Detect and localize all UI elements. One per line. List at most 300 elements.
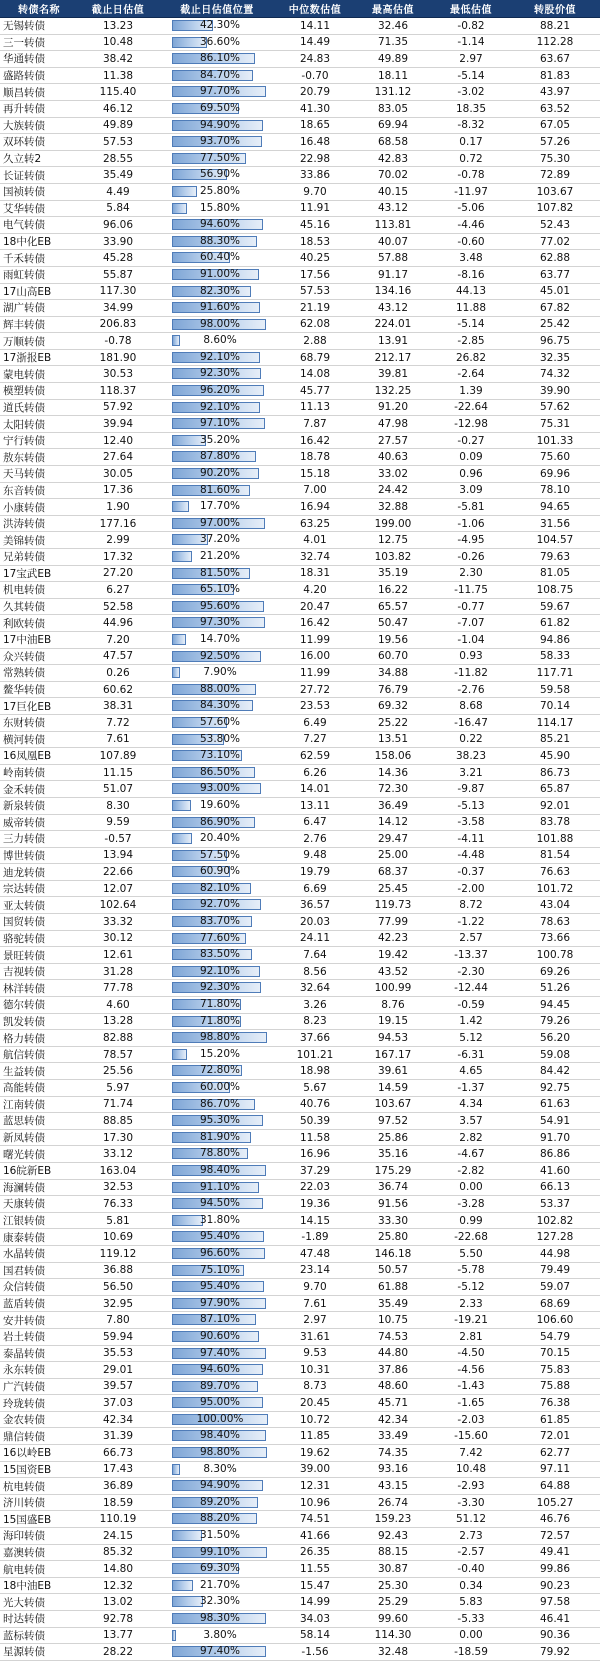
valuation-position-cell [158,848,276,864]
table-row [0,798,600,815]
valuation-position-label: 98.40% [199,1429,241,1442]
valuation-position-cell [158,1379,276,1395]
min-valuation-cell: -5.81 [457,501,485,514]
conversion-value-cell: 79.63 [539,550,571,563]
bond-name-cell: 康泰转债 [3,1231,45,1244]
min-valuation-cell: -1.04 [457,633,485,646]
median-valuation-cell: 14.11 [299,19,331,32]
max-valuation-cell: 45.71 [377,1397,409,1410]
max-valuation-cell: 167.17 [374,1048,412,1061]
min-valuation-cell: -2.93 [457,1480,485,1493]
min-valuation-cell: -3.30 [457,1496,485,1509]
max-valuation-cell: 68.58 [377,135,409,148]
valuation-position-label: 91.00% [199,267,241,280]
table-row [0,582,600,599]
median-valuation-cell: 21.19 [299,301,331,314]
current-valuation-cell: 38.31 [102,700,134,713]
valuation-position-label: 75.10% [199,1263,241,1276]
min-valuation-cell: 51.12 [455,1513,487,1526]
valuation-position-cell [158,1412,276,1428]
table-row [0,250,600,267]
max-valuation-cell: 35.16 [377,1148,409,1161]
bond-name-cell: 国贸转债 [3,916,45,929]
valuation-position-cell [158,1113,276,1129]
bond-name-cell: 三力转债 [3,833,45,846]
min-valuation-cell: -0.82 [457,19,485,32]
min-valuation-cell: -3.28 [457,1197,485,1210]
min-valuation-cell: 4.65 [459,1065,483,1078]
max-valuation-cell: 34.88 [377,666,409,679]
median-valuation-cell: -1.56 [301,1645,329,1658]
bond-name-cell: 宁行转债 [3,435,45,448]
bond-name-cell: 模塑转债 [3,385,45,398]
bond-name-cell: 泰晶转债 [3,1347,45,1360]
current-valuation-cell: 33.90 [102,235,134,248]
current-valuation-cell: 22.66 [102,866,134,879]
median-valuation-cell: 41.66 [299,1529,331,1542]
median-valuation-cell: 34.03 [299,1612,331,1625]
conversion-value-cell: 91.70 [539,1131,571,1144]
table-row [0,1047,600,1064]
bond-name-cell: 15国资EB [3,1463,52,1476]
valuation-position-cell [158,516,276,532]
min-valuation-cell: 2.33 [459,1297,483,1310]
valuation-position-label: 89.70% [199,1379,241,1392]
header-median-valuation: 中位数估值 [288,5,342,16]
median-valuation-cell: 14.15 [299,1214,331,1227]
valuation-position-label: 57.50% [199,848,241,861]
current-valuation-cell: 13.77 [102,1629,134,1642]
valuation-position-label: 35.20% [199,433,241,446]
current-valuation-cell: 17.32 [102,550,134,563]
max-valuation-cell: 47.98 [377,418,409,431]
min-valuation-cell: -2.82 [457,1164,485,1177]
current-valuation-cell: 27.64 [102,451,134,464]
valuation-position-cell [158,68,276,84]
valuation-position-cell [158,980,276,996]
median-valuation-cell: 63.25 [299,517,331,530]
median-valuation-cell: 32.64 [299,982,331,995]
conversion-value-cell: 78.63 [539,915,571,928]
valuation-position-cell [158,134,276,150]
valuation-position-label: 32.30% [199,1595,241,1608]
table-row [0,947,600,964]
current-valuation-cell: 118.37 [99,384,137,397]
median-valuation-cell: 20.45 [299,1397,331,1410]
table-header [0,0,600,18]
max-valuation-cell: 25.22 [377,716,409,729]
header-max-valuation: 最高估值 [372,5,414,16]
min-valuation-cell: 7.42 [459,1446,483,1459]
valuation-position-label: 92.10% [199,400,241,413]
bond-name-cell: 景旺转债 [3,949,45,962]
max-valuation-cell: 37.86 [377,1363,409,1376]
bond-name-cell: 金禾转债 [3,783,45,796]
current-valuation-cell: 181.90 [99,351,137,364]
bond-name-cell: 吉视转债 [3,966,45,979]
conversion-value-cell: 64.88 [539,1480,571,1493]
table-row [0,1130,600,1147]
bond-name-cell: 航信转债 [3,1049,45,1062]
valuation-position-cell [158,284,276,300]
max-valuation-cell: 13.51 [377,733,409,746]
valuation-position-cell [158,1611,276,1627]
current-valuation-cell: 37.03 [102,1397,134,1410]
min-valuation-cell: -4.95 [457,534,485,547]
bond-name-cell: 艾华转债 [3,202,45,215]
conversion-value-cell: 79.92 [539,1645,571,1658]
min-valuation-cell: -4.46 [457,218,485,231]
max-valuation-cell: 212.17 [374,351,412,364]
median-valuation-cell: 2.88 [303,335,327,348]
valuation-position-label: 19.60% [199,798,241,811]
median-valuation-cell: 20.03 [299,915,331,928]
valuation-position-cell [158,1063,276,1079]
valuation-position-label: 95.40% [199,1230,241,1243]
valuation-position-label: 31.80% [199,1213,241,1226]
median-valuation-cell: 24.11 [299,932,331,945]
bond-name-cell: 海印转债 [3,1530,45,1543]
min-valuation-cell: -15.60 [454,1430,488,1443]
max-valuation-cell: 14.12 [377,816,409,829]
median-valuation-cell: 62.59 [299,749,331,762]
conversion-value-cell: 63.77 [539,268,571,281]
min-valuation-cell: 0.96 [459,467,483,480]
current-valuation-cell: 28.22 [102,1645,134,1658]
conversion-value-cell: 100.78 [536,949,574,962]
median-valuation-cell: 11.55 [299,1563,331,1576]
table-row [0,1263,600,1280]
valuation-position-label: 84.70% [199,68,241,81]
current-valuation-cell: 119.12 [99,1247,137,1260]
bond-name-cell: 新泉转债 [3,800,45,813]
min-valuation-cell: 0.09 [459,451,483,464]
current-valuation-cell: 51.07 [102,783,134,796]
median-valuation-cell: 9.70 [303,185,327,198]
bond-name-cell: 宗达转债 [3,883,45,896]
valuation-position-cell [158,1014,276,1030]
valuation-position-cell [158,1528,276,1544]
valuation-position-cell [158,1229,276,1245]
min-valuation-cell: -2.76 [457,683,485,696]
median-valuation-cell: 12.31 [299,1480,331,1493]
current-valuation-cell: 14.80 [102,1563,134,1576]
median-valuation-cell: 11.91 [299,202,331,215]
min-valuation-cell: -8.16 [457,268,485,281]
max-valuation-cell: 42.83 [377,152,409,165]
current-valuation-cell: 7.72 [106,716,130,729]
min-valuation-cell: -11.97 [454,185,488,198]
max-valuation-cell: 48.60 [377,1380,409,1393]
bond-name-cell: 17山高EB [3,285,52,298]
min-valuation-cell: 5.50 [459,1247,483,1260]
min-valuation-cell: -1.65 [457,1397,485,1410]
median-valuation-cell: 6.26 [303,766,327,779]
valuation-position-cell [158,748,276,764]
table-row [0,848,600,865]
valuation-position-cell [158,1163,276,1179]
min-valuation-cell: -4.56 [457,1363,485,1376]
valuation-position-label: 97.00% [199,516,241,529]
min-valuation-cell: 0.72 [459,152,483,165]
current-valuation-cell: 25.56 [102,1065,134,1078]
conversion-value-cell: 96.75 [539,335,571,348]
min-valuation-cell: 0.34 [459,1579,483,1592]
valuation-position-cell [158,1628,276,1644]
table-row [0,1478,600,1495]
max-valuation-cell: 24.42 [377,484,409,497]
table-row [0,864,600,881]
valuation-position-label: 97.40% [199,1346,241,1359]
bond-name-cell: 利欧转债 [3,617,45,630]
valuation-position-label: 90.20% [199,467,241,480]
max-valuation-cell: 61.88 [377,1280,409,1293]
max-valuation-cell: 42.23 [377,932,409,945]
current-valuation-cell: 45.28 [102,252,134,265]
valuation-position-cell [158,1312,276,1328]
current-valuation-cell: 12.40 [102,434,134,447]
min-valuation-cell: -12.44 [454,982,488,995]
valuation-position-label: 60.40% [199,251,241,264]
conversion-value-cell: 43.97 [539,86,571,99]
valuation-position-cell [158,715,276,731]
table-row [0,997,600,1014]
max-valuation-cell: 103.82 [374,550,412,563]
valuation-position-cell [158,698,276,714]
current-valuation-cell: 5.81 [106,1214,130,1227]
conversion-value-cell: 108.75 [536,583,574,596]
conversion-value-cell: 57.62 [539,401,571,414]
valuation-position-cell [158,400,276,416]
valuation-position-cell [158,1030,276,1046]
median-valuation-cell: 18.65 [299,119,331,132]
max-valuation-cell: 25.80 [377,1231,409,1244]
median-valuation-cell: 7.64 [303,949,327,962]
bond-name-cell: 众兴转债 [3,650,45,663]
bond-name-cell: 太阳转债 [3,418,45,431]
max-valuation-cell: 113.81 [374,218,412,231]
valuation-position-label: 73.10% [199,749,241,762]
max-valuation-cell: 35.19 [377,567,409,580]
max-valuation-cell: 19.56 [377,633,409,646]
median-valuation-cell: 18.78 [299,451,331,464]
valuation-position-cell [158,649,276,665]
current-valuation-cell: 57.53 [102,135,134,148]
current-valuation-cell: 85.32 [102,1546,134,1559]
median-valuation-cell: 2.76 [303,832,327,845]
min-valuation-cell: -3.02 [457,86,485,99]
median-valuation-cell: 19.36 [299,1197,331,1210]
max-valuation-cell: 40.15 [377,185,409,198]
valuation-position-label: 88.20% [199,1512,241,1525]
valuation-position-label: 97.70% [199,85,241,98]
valuation-position-cell [158,732,276,748]
min-valuation-cell: -0.59 [457,998,485,1011]
current-valuation-cell: 49.89 [102,119,134,132]
min-valuation-cell: 1.42 [459,1015,483,1028]
bond-name-cell: 众信转债 [3,1281,45,1294]
bond-name-cell: 双环转债 [3,136,45,149]
table-row [0,1163,600,1180]
min-valuation-cell: 44.13 [455,285,487,298]
table-row [0,1594,600,1611]
valuation-position-cell [158,897,276,913]
table-row [0,649,600,666]
valuation-position-label: 98.80% [199,1031,241,1044]
max-valuation-cell: 43.12 [377,301,409,314]
median-valuation-cell: 20.47 [299,600,331,613]
median-valuation-cell: 19.79 [299,866,331,879]
current-valuation-cell: 27.20 [102,567,134,580]
min-valuation-cell: -5.78 [457,1264,485,1277]
min-valuation-cell: -0.26 [457,550,485,563]
bond-name-cell: 敖东转债 [3,451,45,464]
current-valuation-cell: 6.27 [106,583,130,596]
max-valuation-cell: 33.02 [377,467,409,480]
median-valuation-cell: 16.48 [299,135,331,148]
bond-name-cell: 蓝盾转债 [3,1298,45,1311]
median-valuation-cell: 11.58 [299,1131,331,1144]
bond-name-cell: 高能转债 [3,1082,45,1095]
table-row [0,284,600,301]
current-valuation-cell: 7.61 [106,733,130,746]
bond-name-cell: 湖广转债 [3,302,45,315]
conversion-value-cell: 81.05 [539,567,571,580]
valuation-position-cell [158,483,276,499]
valuation-position-label: 99.10% [199,1545,241,1558]
valuation-position-cell [158,1478,276,1494]
bond-name-cell: 三一转债 [3,36,45,49]
table-row [0,1146,600,1163]
conversion-value-cell: 72.57 [539,1529,571,1542]
median-valuation-cell: 24.83 [299,52,331,65]
conversion-value-cell: 59.07 [539,1280,571,1293]
table-row [0,1346,600,1363]
max-valuation-cell: 25.30 [377,1579,409,1592]
median-valuation-cell: 16.42 [299,617,331,630]
table-row [0,1196,600,1213]
valuation-position-cell [158,1495,276,1511]
valuation-position-label: 53.80% [199,732,241,745]
valuation-position-label: 95.40% [199,1280,241,1293]
valuation-position-cell [158,1511,276,1527]
valuation-position-label: 20.40% [199,832,241,845]
median-valuation-cell: 6.69 [303,882,327,895]
table-row [0,897,600,914]
bond-name-cell: 鳌华转债 [3,684,45,697]
max-valuation-cell: 69.32 [377,700,409,713]
conversion-value-cell: 104.57 [536,534,574,547]
median-valuation-cell: 15.18 [299,467,331,480]
conversion-value-cell: 31.56 [539,517,571,530]
current-valuation-cell: 11.38 [102,69,134,82]
min-valuation-cell: 2.82 [459,1131,483,1144]
valuation-position-label: 96.60% [199,1246,241,1259]
valuation-position-cell [158,466,276,482]
valuation-position-label: 98.30% [199,1612,241,1624]
max-valuation-cell: 91.20 [377,401,409,414]
max-valuation-cell: 92.43 [377,1529,409,1542]
bond-name-cell: 蓝思转债 [3,1115,45,1128]
min-valuation-cell: 38.23 [455,749,487,762]
min-valuation-cell: 5.12 [459,1032,483,1045]
conversion-value-cell: 94.45 [539,998,571,1011]
valuation-position-cell [158,1578,276,1594]
bond-name-cell: 骆驼转债 [3,932,45,945]
median-valuation-cell: 23.53 [299,700,331,713]
bond-name-cell: 鼎信转债 [3,1430,45,1443]
conversion-value-cell: 69.26 [539,965,571,978]
min-valuation-cell: 0.17 [459,135,483,148]
median-valuation-cell: 4.01 [303,534,327,547]
min-valuation-cell: -1.14 [457,36,485,49]
min-valuation-cell: -12.98 [454,418,488,431]
current-valuation-cell: 107.89 [99,749,137,762]
min-valuation-cell: -6.31 [457,1048,485,1061]
min-valuation-cell: 0.99 [459,1214,483,1227]
table-row [0,433,600,450]
min-valuation-cell: -4.48 [457,849,485,862]
max-valuation-cell: 32.88 [377,501,409,514]
min-valuation-cell: -0.78 [457,169,485,182]
bond-name-cell: 电气转债 [3,219,45,232]
max-valuation-cell: 32.46 [377,19,409,32]
table-row [0,1561,600,1578]
median-valuation-cell: 10.72 [299,1413,331,1426]
max-valuation-cell: 25.86 [377,1131,409,1144]
valuation-position-cell [158,449,276,465]
valuation-position-cell [158,499,276,515]
valuation-position-cell [158,549,276,565]
valuation-position-label: 94.90% [199,118,241,131]
valuation-position-label: 69.50% [199,101,241,114]
table-row [0,1545,600,1562]
max-valuation-cell: 39.61 [377,1065,409,1078]
table-row [0,51,600,68]
median-valuation-cell: 32.74 [299,550,331,563]
table-row [0,217,600,234]
valuation-position-cell [158,1279,276,1295]
min-valuation-cell: 1.39 [459,384,483,397]
min-valuation-cell: 8.72 [459,899,483,912]
table-row [0,151,600,168]
valuation-position-label: 14.70% [199,632,241,645]
valuation-position-cell [158,997,276,1013]
valuation-position-label: 93.70% [199,135,241,148]
median-valuation-cell: 7.27 [303,733,327,746]
table-row [0,1312,600,1329]
min-valuation-cell: -13.37 [454,949,488,962]
conversion-value-cell: 79.26 [539,1015,571,1028]
table-row [0,1528,600,1545]
table-row [0,35,600,52]
valuation-position-label: 60.00% [199,1081,241,1093]
current-valuation-cell: 46.12 [102,102,134,115]
current-valuation-cell: 96.06 [102,218,134,231]
min-valuation-cell: 10.48 [455,1463,487,1476]
table-row [0,1379,600,1396]
max-valuation-cell: 50.57 [377,1264,409,1277]
valuation-position-cell [158,1047,276,1063]
valuation-position-label: 88.30% [199,234,241,247]
min-valuation-cell: 0.00 [459,1629,483,1642]
valuation-position-label: 91.60% [199,301,241,314]
bond-name-cell: 久其转债 [3,601,45,614]
conversion-value-cell: 75.30 [539,152,571,165]
conversion-value-cell: 75.60 [539,451,571,464]
conversion-value-cell: 77.02 [539,235,571,248]
valuation-position-cell [158,18,276,34]
